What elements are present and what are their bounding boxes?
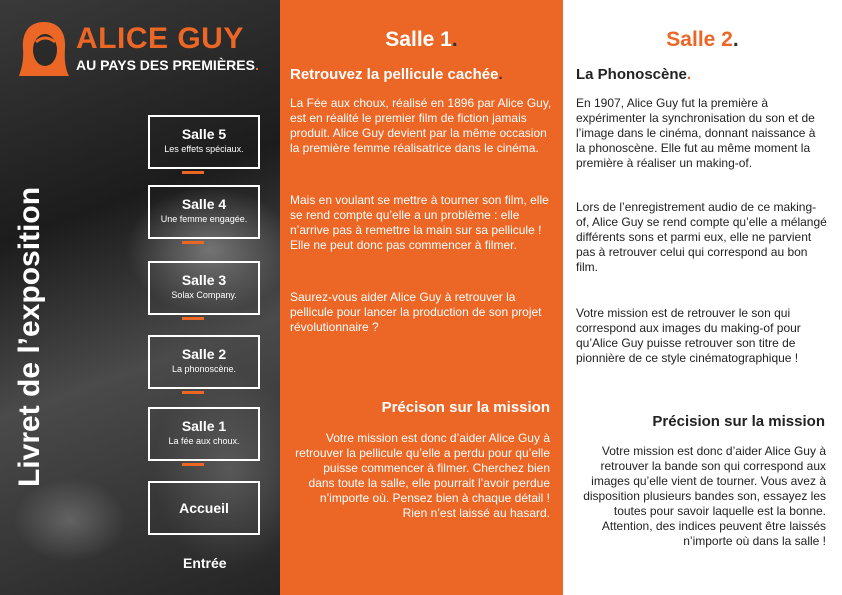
salle-2-panel xyxy=(563,0,842,595)
map-room-salle-1: Salle 1 La fée aux choux. xyxy=(148,407,260,461)
salle-1-mission-text: Votre mission est donc d’aider Alice Guy à retrouver la pellicule qu’elle a perdu pour qu’elle puisse commencer à filmer. Cherchez bien dans toute la salle, elle pourrait l’avoir perdue n’importe où. Pensez bien à chaque détail ! Rien n’est laissé au hasard. xyxy=(295,431,550,520)
map-room-salle-3: Salle 3 Solax Company. xyxy=(148,261,260,315)
alice-guy-portrait-icon xyxy=(18,20,70,78)
map-room-accueil: Accueil xyxy=(148,481,260,535)
salle-2-paragraph-1: En 1907, Alice Guy fut la première à expérimenter la synchronisation du son et de l’image dans le cinéma, donnant naissance à la phonoscène. Elle fut au même moment la première à réaliser un making-of. xyxy=(576,96,816,170)
salle-2-subheading: La Phonoscène. xyxy=(576,66,692,83)
salle-2-paragraph-3: Votre mission est de retrouver le son qui correspond aux images du making-of pour qu’Alice Guy puisse retrouver son titre de pionnière de ce style cinématographique ! xyxy=(576,306,801,365)
salle-1-paragraph-2: Mais en voulant se mettre à tourner son film, elle se rend compte qu’elle a un problème : elle n’arrive pas à remettre la main sur sa pellicule ! Elle ne peut donc pas commencer à filmer. xyxy=(290,193,549,252)
salle-1-subheading: Retrouvez la pellicule cachée. xyxy=(290,66,503,83)
map-room-salle-4: Salle 4 Une femme engagée. xyxy=(148,185,260,239)
map-connector xyxy=(182,241,204,244)
salle-2-mission-heading: Précision sur la mission xyxy=(652,413,825,430)
left-panel xyxy=(0,0,280,595)
booklet-title: Livret de l’exposition xyxy=(13,186,46,488)
salle-1-mission-heading: Précison sur la mission xyxy=(381,399,550,416)
map-connector xyxy=(182,391,204,394)
salle-2-mission-text: Votre mission est donc d’aider Alice Guy à retrouver la bande son qui correspond aux images qu’elle vient de tourner. Vous avez à disposition plusieurs bandes son, essayez les toutes pour savoir laquelle est la bonne. Attention, des indices peuvent être laissés n’importe où dans la salle ! xyxy=(583,444,826,548)
brand-title: ALICE GUY xyxy=(76,22,244,55)
map-connector xyxy=(182,317,204,320)
map-room-salle-2: Salle 2 La phonoscène. xyxy=(148,335,260,389)
salle-2-paragraph-2: Lors de l’enregistrement audio de ce making-of, Alice Guy se rend compte qu’elle a mélangé différents sons et parmi eux, elle ne parvient pas à retrouver celui qui correspond au bon film. xyxy=(576,200,827,274)
map-entry-label: Entrée xyxy=(183,555,227,571)
map-connector xyxy=(182,171,204,174)
map-connector xyxy=(182,463,204,466)
brand-subtitle: AU PAYS DES PREMIÈRES. xyxy=(76,57,259,73)
salle-2-heading: Salle 2. xyxy=(666,28,739,51)
map-room-salle-5: Salle 5 Les effets spéciaux. xyxy=(148,115,260,169)
salle-1-paragraph-3: Saurez-vous aider Alice Guy à retrouver la pellicule pour lancer la production de son projet révolutionnaire ? xyxy=(290,290,542,334)
salle-1-panel xyxy=(280,0,563,595)
salle-1-heading: Salle 1. xyxy=(385,28,458,51)
salle-1-paragraph-1: La Fée aux choux, réalisé en 1896 par Alice Guy, est en réalité le premier film de fiction jamais produit. Alice Guy devient par la même occasion la première femme réalisatrice dans le cinéma. xyxy=(290,96,552,155)
